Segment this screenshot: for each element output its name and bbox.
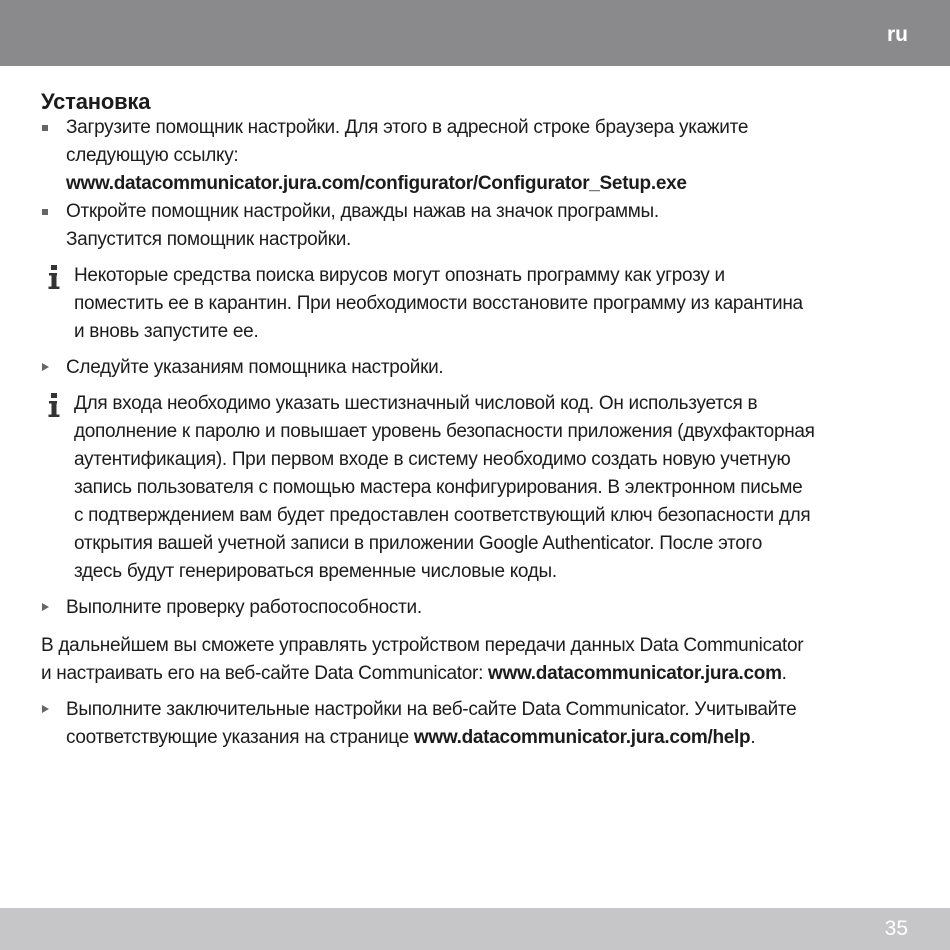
paragraph-text [41,660,913,688]
footer-bar [0,908,950,950]
list-item-follow [41,354,913,382]
note-text: открытия вашей учетной записи в приложении Google Authenticator. После этого [74,533,762,554]
item-text: Откройте помощник настройки, дважды нажав на значок программы. [66,201,659,222]
item-text: Выполните проверку работоспособности. [66,597,422,618]
note-text: здесь будут генерироваться временные числовые коды. [74,561,557,582]
item-text: Загрузите помощник настройки. Для этого в адресной строке браузера укажите [66,117,749,138]
info-note-2fa [41,390,913,586]
info-icon [47,393,61,417]
list-item-check [41,594,913,622]
note-text: Некоторые средства поиска вирусов могут опознать программу как угрозу и [74,265,725,286]
note-text: аутентификация). При первом входе в систему необходимо создать новую учетную [74,449,791,470]
list-item-final [41,696,913,752]
item-text: Запустится помощник настройки. [66,229,352,250]
note-text: дополнение к паролю и повышает уровень безопасности приложения (двухфакторная [74,421,815,442]
paragraph-text-end: . [781,663,787,684]
info-note-antivirus [41,262,913,346]
header-bar [0,0,950,66]
item-text: Выполните заключительные настройки на веб-сайте Data Communicator. Учитывайте [66,699,797,720]
paragraph-manage [41,632,913,688]
section-title: Установка [41,89,151,114]
page-content [41,88,913,752]
note-text: и вновь запустите ее. [74,321,259,342]
item-text-end: . [750,727,756,748]
note-text: запись пользователя с помощью мастера конфигурирования. В электронном письме [74,477,803,498]
note-text: поместить ее в карантин. При необходимости восстановите программу из карантина [74,293,803,314]
configurator-link[interactable]: www.datacommunicator.jura.com/configurator/Configurator_Setup.exe [66,173,687,194]
item-text: следующую ссылку: [66,145,239,166]
note-text: с подтверждением вам будет предоставлен соответствующий ключ безопасности для [74,505,811,526]
note-text: Для входа необходимо указать шестизначный числовой код. Он используется в [74,393,758,414]
paragraph-text: В дальнейшем вы сможете управлять устройством передачи данных Data Communicator [41,635,804,656]
item-text-start: соответствующие указания на странице [66,727,414,748]
page-number: 35 [884,917,908,940]
list-item-download [41,114,913,198]
paragraph-text-start: и настраивать его на веб-сайте Data Communicator: [41,663,489,684]
help-link[interactable]: www.datacommunicator.jura.com/help [413,727,751,748]
item-text [66,724,913,752]
list-item-open [41,198,913,254]
item-text: Следуйте указаниям помощника настройки. [66,357,444,378]
website-link[interactable]: www.datacommunicator.jura.com [488,663,782,684]
language-label: ru [887,23,908,46]
info-icon [47,265,61,289]
